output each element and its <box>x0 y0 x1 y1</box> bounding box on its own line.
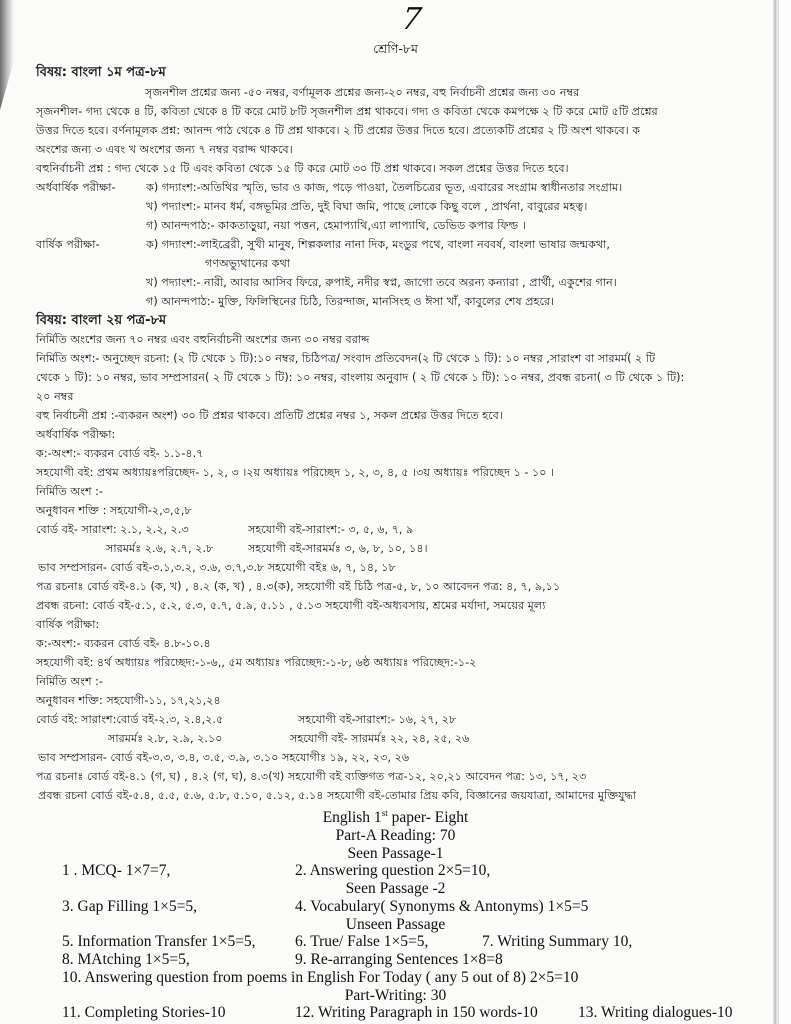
bangla-2nd-line: ২০ নম্বর <box>36 390 74 403</box>
hy-line: পত্র রচনাঃ বোর্ড বই-৪.১ (ক, খ) , ৪.২ (ক, খ) , ৪.৩(ক), সহযোগী বই চিঠি পত্র-৫, ৮, ১০ আবেদন পত্র: ৪, ৭, ৯,১১ <box>36 580 561 593</box>
creative-line: সৃজনশীল- গদ্য থেকে ৪ টি, কবিতা থেকে ৪ টি করে মোট ৮টি সৃজনশীল প্রশ্ন থাকবে। গদ্য ও কবিতা থেকে কমপক্ষে ২ টি করে মোট ৫টি প্রশ্নের <box>36 105 658 118</box>
hy-line: বার্ষিক পরীক্ষা: <box>36 618 100 631</box>
seen-passage-1: Seen Passage-1 <box>347 845 444 862</box>
mcq-line: বহুনির্বাচনী প্রশ্ন : গদ্য থেকে ১৫ টি এবং কবিতা থেকে ১৫ টি করে মোট ৩০ টি প্রশ্ন থাকবে। সকল প্রশ্নের উত্তর দিতে হবে। <box>36 162 569 175</box>
item-5: 5. Information Transfer 1×5=5, <box>62 933 256 950</box>
an-line: পত্র রচনাঃ বোর্ড বই-৪.১ (গ, ঘ) , ৪.২ (গ, ঘ), ৪.৩(খ) সহযোগী বই ব্যক্তিগত পত্র-১২, ২০,২১ আবেদন পত্র: ১৩, ১৭, ২৩ <box>36 770 587 783</box>
class-heading: শ্রেণি-৮ম <box>373 41 418 56</box>
english-title: English 1st paper- Eight <box>322 807 469 826</box>
page-number: 7 <box>399 2 424 37</box>
item-11: 11. Completing Stories-10 <box>62 1004 226 1021</box>
bangla-2nd-line: সহযোগী বই: প্রথম অধ্যায়ঃপরিচ্ছেদ- ১, ২, ৩ ।২য় অধ্যায়ঃ পরিচ্ছেদ ১, ২, ৩, ৪, ৫ ।৩য় অধ্যায়ঃ পরিচ্ছেদ ১ - ১০ । <box>36 466 555 479</box>
bangla-2nd-line: বহু নির্বাচনী প্রশ্ন :-ব্যকরন অংশ) ৩০ টি প্রশ্নর থাকবে। প্রতিটি প্রশ্নের নম্বর ১, সকল প্রশ্নের উত্তর দিতে হবে। <box>36 409 503 422</box>
hy-line: প্রবন্ধ রচনা: বোর্ড বই-৫.১, ৫.২, ৫.৩, ৫.৭, ৫.৯, ৫.১১ , ৫.১৩ সহযোগী বই-অধ্যবসায়, শ্রমের মর্যাদা, সময়ের মূল্য <box>36 599 546 612</box>
unseen-passage: Unseen Passage <box>345 916 446 933</box>
item-12: 12. Writing Paragraph in 150 words-10 <box>295 1004 538 1021</box>
bangla-2nd-line: থেকে ১ টি): ১০ নম্বর, ভাব সম্প্রসারন( ২ টি থেকে ১ টি): ১০ নম্বর, বাংলায় অনুবাদ ( ২ টি থেকে ১ টি): ১০ নম্বর, প্রবন্ধ রচনা( ৩ টি থেকে ১ টি): <box>36 371 685 384</box>
item-1: 1 . MCQ- 1×7=7, <box>62 862 171 879</box>
hy-line: অনুধাবন শক্তি: সহযোগী-১১, ১৭,২১,২৪ <box>36 694 221 707</box>
hy-line: নির্মিতি অংশ :- <box>36 675 103 688</box>
bangla-2nd-line: নির্মিতি অংশের জন্য ৭০ নম্বর এবং বহুনির্বাচনী অংশের জন্য ৩০ নম্বর বরাদ্দ <box>36 333 370 346</box>
hy-board-essence: সারমর্মঃ ২.৬, ২.৭, ২.৮ <box>106 542 214 555</box>
an-assist-essence: সহযোগী বই- সারমর্মঃ ২২, ২৪, ২৫, ২৬ <box>290 732 470 745</box>
half-yearly-poetry: খ) পদ্যাংশ:- মানব ধর্ম, বঙ্গভূমির প্রতি, দুই বিঘা জমি, পাছে লোকে কিছু বলে , প্রার্থনা, বাবুরের মহত্ব। <box>146 200 588 213</box>
an-line: প্রবন্ধ রচনা বোর্ড বই-৫.৪, ৫.৫, ৫.৬, ৫.৮, ৫.১০, ৫.১২, ৫.১৪ সহযোগী বই-তোমার প্রিয় কবি, বিজ্ঞানের জয়যাত্রা, আমাদের মুক্তিযুদ্ধা <box>38 789 637 802</box>
creative-line: উত্তর দিতে হবে। বর্ণনামূলক প্রশ্ন: আনন্দ পাঠ থেকে ৪ টি প্রশ্ন থাকবে। ২ টি প্রশ্নের উত্তর দিতে হবে। প্রত্যেকটি প্রশ্নের ২ টি অংশ থাকবে। ক <box>36 124 641 137</box>
item-7: 7. Writing Summary 10, <box>482 933 633 950</box>
bangla-2nd-line: অনুধাবন শক্তি : সহযোগী-২,৩,৫,৮ <box>36 504 192 517</box>
seen-passage-2: Seen Passage -2 <box>345 880 446 897</box>
hy-assist-summary: সহযোগী বই-সারাংশ:- ৩, ৫, ৬, ৭, ৯ <box>248 523 414 536</box>
annual-label: বার্ষিক পরীক্ষা- <box>36 238 100 251</box>
bangla-1st-marks: সৃজনশীল প্রশ্নের জন্য -৫০ নম্বর, বর্ণামূলক প্রশ্নের জন্য-২০ নম্বর, বহু নির্বাচনী প্রশ্নের জন্য ৩০ নম্বর <box>145 86 580 99</box>
an-board-summary: বোর্ড বই: সারাংশ:বোর্ড বই-২.৩, ২.৪,২.৫ <box>36 713 224 726</box>
an-assist-summary: সহযোগী বই-সারাংশ:- ১৬, ২৭, ২৮ <box>298 713 457 726</box>
item-10: 10. Answering question from poems in English For Today ( any 5 out of 8) 2×5=10 <box>62 969 579 986</box>
scan-margin <box>779 0 791 1024</box>
item-4: 4. Vocabulary( Synonyms & Antonyms) 1×5=5 <box>295 898 589 915</box>
half-yearly-anandapath: গ) আনন্দপাঠ:- কাকতাড়ুয়া, নয়া পত্তন, হেমাপ্যাথি,এ্যা লাপ্যাথি, ডেভিড কপার ফিল্ড । <box>146 219 526 232</box>
hy-line: ভাব সম্প্রসারন- বোর্ড বই-৩.১,৩.২, ৩.৬, ৩.৭,৩.৮ সহযোগী বইঃ ৬, ৭, ১৪, ১৮ <box>38 561 396 574</box>
half-yearly-label: অর্ধবার্ষিক পরীক্ষা- <box>36 181 116 194</box>
item-9: 9. Re-arranging Sentences 1×8=8 <box>295 951 503 968</box>
hy-line: ক:-অংশ:- ব্যকরন বোর্ড বই- ৪.৮-১০.৪ <box>36 637 211 650</box>
an-board-essence: সারমর্মঃ ২.৮, ২.৯, ২.১০ <box>108 732 223 745</box>
hy-board-summary: বোর্ড বই- সারাংশ: ২.১, ২.২, ২.৩ <box>36 523 189 536</box>
bangla-2nd-line: নির্মিতি অংশ:- অনুচ্ছেদ রচনা: (২ টি থেকে ১ টি):১০ নম্বর, চিঠিপত্র/ সংবাদ প্রতিবেদন(২ টি থেকে ১ টি): ১০ নম্বর ,সারাংশ বা সারমর্ম( ২ টি <box>36 352 656 365</box>
item-6: 6. True/ False 1×5=5, <box>295 933 429 950</box>
bangla-2nd-line: অর্ধবার্ষিক পরীক্ষা: <box>36 428 116 441</box>
bangla-2nd-line: ক:-অংশ:- ব্যকরন বোর্ড বই- ১.১-৪.৭ <box>36 447 204 460</box>
bangla-1st-title: বিষয়: বাংলা ১ম পত্র-৮ম <box>36 65 166 80</box>
annual-prose: ক) গদ্যাংশ:-লাইব্রেরী, সুখী মানুষ, শিল্পকলার নানা দিক, মংডুর পথে, বাংলা নববর্ষ, বাংলা ভাষার জন্মকথা, <box>146 238 610 251</box>
part-a-heading: Part-A Reading: 70 <box>335 827 456 844</box>
item-13: 13. Writing dialogues-10 <box>578 1004 733 1021</box>
part-writing-heading: Part-Writing: 30 <box>344 987 447 1004</box>
creative-line: অংশের জন্য ৩ এবং খ অংশের জন্য ৭ নম্বর বরাদ্দ থাকবে। <box>36 143 293 156</box>
item-2: 2. Answering question 2×5=10, <box>295 862 491 879</box>
annual-poetry: খ) পদ্যাংশ:- নারী, আবার আসিব ফিরে, রুপাই, নদীর স্বপ্ন, জাগো তবে অরন্য কন্যারা , প্রার্থী, একুশের গান। <box>146 276 617 289</box>
an-line: ভাব সম্প্রসারন- বোর্ড বই-৩.৩, ৩.৪, ৩.৫, ৩.৯, ৩.১০ সহযোগীঃ ১৯, ২২, ২৩, ২৬ <box>38 751 410 764</box>
item-3: 3. Gap Filling 1×5=5, <box>62 898 198 915</box>
bangla-2nd-line: নির্মিতি অংশ :- <box>36 485 103 498</box>
scan-edge <box>773 0 779 1024</box>
half-yearly-prose: ক) গদ্যাংশ:-অতিথির স্মৃতি, ভাব ও কাজ, পড়ে পাওয়া, তৈলচিত্রের ভূত, এবারের সংগ্রাম স্বাধীনতার সংগ্রাম। <box>146 181 623 194</box>
annual-anandapath: গ) আনন্দপাঠ:- মুক্তি, ফিলিস্থিনের চিঠি, তিরন্দাজ, মানসিংহ ও ঈসা খাঁ, কাবুলের শেষ প্রহরে। <box>146 295 555 308</box>
hy-line: সহযোগী বই: ৪র্থ অধ্যায়ঃ পরিচ্ছেদ:-১-৬,, ৫ম অধ্যায়ঃ পরিচ্ছেদ:-১-৮, ৬ষ্ঠ অধ্যায়ঃ পরিচ্ছেদ:-১-২ <box>36 656 477 669</box>
hy-assist-essence: সহযোগী বই-সারমর্মঃ ৩, ৬, ৮, ১০, ১৪। <box>248 542 428 555</box>
bangla-2nd-title: বিষয়: বাংলা ২য় পত্র-৮ম <box>36 313 167 328</box>
item-8: 8. MAtching 1×5=5, <box>62 951 190 968</box>
annual-prose-cont: গণঅভ্যুথানের কথা <box>205 257 291 270</box>
